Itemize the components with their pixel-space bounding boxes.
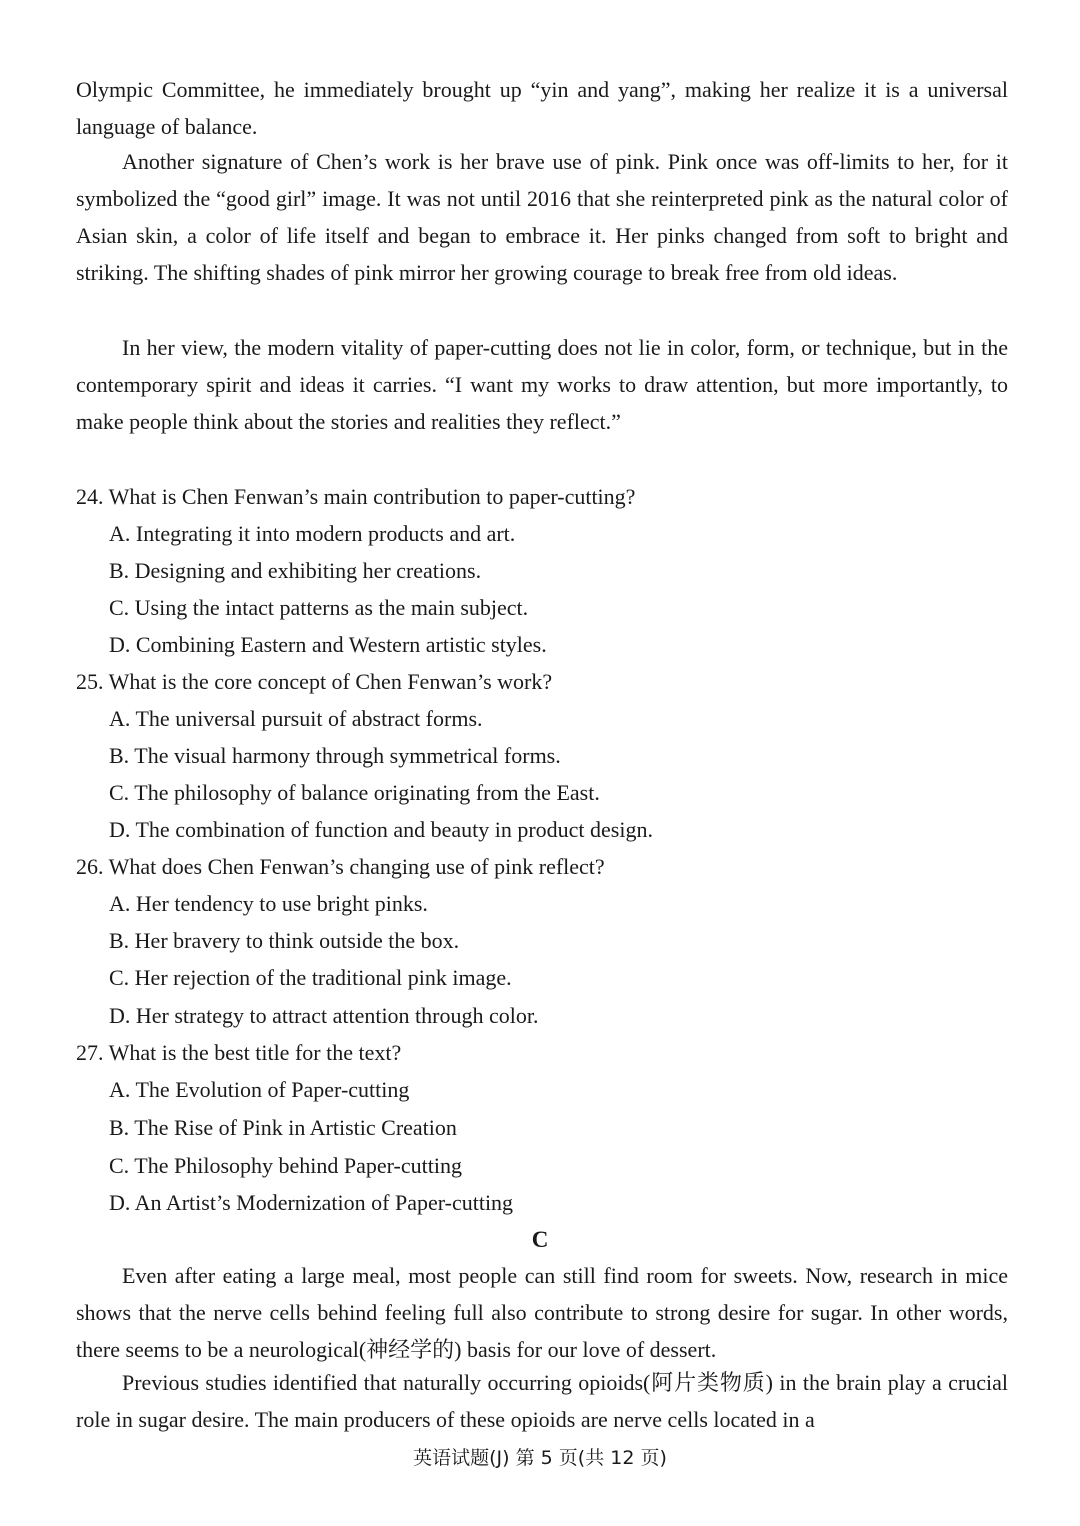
question-25-option-a: A. The universal pursuit of abstract forms. — [109, 706, 483, 731]
section-c-heading: C — [531, 1227, 549, 1252]
passage-paragraph-2: Another signature of Chen’s work is her brave use of pink. Pink once was off-limits to her, for it symbolized the “good girl” image. It was not until 2016 that she reinterpreted pink as the natural color of Asian skin, a color of life itself and began to embrace it. Her pinks changed from soft to bright and striking. The shifting shades of pink mirror her growing courage to break free from old ideas. — [76, 149, 1008, 285]
question-24-stem: 24. What is Chen Fenwan’s main contribution to paper-cutting? — [76, 484, 636, 509]
question-27-stem: 27. What is the best title for the text? — [76, 1040, 402, 1065]
question-27-option-c: C. The Philosophy behind Paper-cutting — [109, 1153, 462, 1178]
question-24-option-c: C. Using the intact patterns as the main subject. — [109, 595, 529, 620]
page-footer: 英语试题(J) 第 5 页(共 12 页) — [413, 1447, 667, 1469]
question-26-stem: 26. What does Chen Fenwan’s changing use of pink reflect? — [76, 854, 605, 879]
section-c-paragraph-1: Even after eating a large meal, most people can still find room for sweets. Now, research in mice shows that the nerve cells behind feeling full also contribute to strong desire for sugar. In other words, there seems to be a neurological(神经学的) basis for our love of dessert. — [76, 1263, 1008, 1362]
passage-paragraph-3: In her view, the modern vitality of paper-cutting does not lie in color, form, or technique, but in the contemporary spirit and ideas it carries. “I want my works to draw attention, but more importantly, to make people think about the stories and realities they reflect.” — [76, 335, 1008, 434]
question-26-option-c: C. Her rejection of the traditional pink image. — [109, 965, 512, 990]
question-25-option-c: C. The philosophy of balance originating from the East. — [109, 780, 600, 805]
question-25-option-b: B. The visual harmony through symmetrical forms. — [109, 743, 561, 768]
question-26-option-b: B. Her bravery to think outside the box. — [109, 928, 460, 953]
question-26-option-a: A. Her tendency to use bright pinks. — [109, 891, 428, 916]
section-c-paragraph-2: Previous studies identified that naturally occurring opioids(阿片类物质) in the brain play a crucial role in sugar desire. The main producers of these opioids are nerve cells located in a — [76, 1370, 1008, 1432]
question-27-option-d: D. An Artist’s Modernization of Paper-cutting — [109, 1190, 514, 1215]
question-24-option-d: D. Combining Eastern and Western artistic styles. — [109, 632, 547, 657]
question-25-stem: 25. What is the core concept of Chen Fenwan’s work? — [76, 669, 553, 694]
question-27-option-b: B. The Rise of Pink in Artistic Creation — [109, 1115, 457, 1140]
question-25-option-d: D. The combination of function and beauty in product design. — [109, 817, 653, 842]
passage-paragraph-1: Olympic Committee, he immediately brought up “yin and yang”, making her realize it is a universal language of balance. — [76, 77, 1008, 139]
question-27-option-a: A. The Evolution of Paper-cutting — [109, 1077, 410, 1102]
question-26-option-d: D. Her strategy to attract attention through color. — [109, 1003, 539, 1028]
question-24-option-b: B. Designing and exhibiting her creations. — [109, 558, 482, 583]
question-24-option-a: A. Integrating it into modern products and art. — [109, 521, 516, 546]
